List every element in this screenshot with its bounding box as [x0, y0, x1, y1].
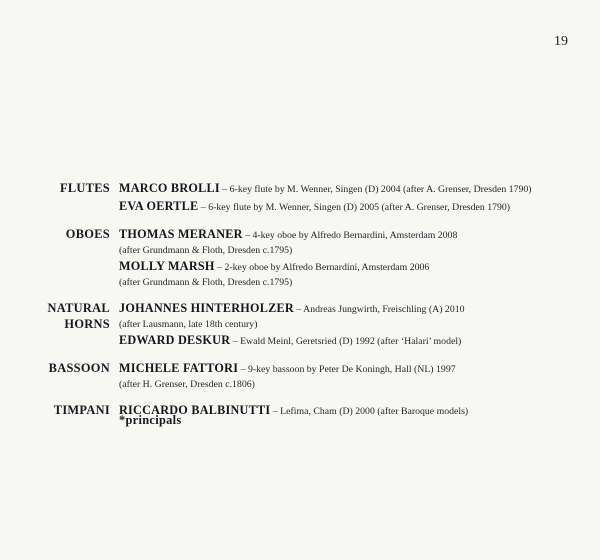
instrument-description: – 9-key bassoon by Peter De Koningh, Hall (NL) 1997: [238, 364, 456, 375]
section-flutes: [0, 180, 600, 216]
musician-entry: [119, 198, 589, 216]
section-bassoon: [0, 360, 600, 392]
section-label: OBOES: [65, 227, 110, 241]
principals-footnote: *principals: [119, 413, 182, 427]
musician-entry: [119, 360, 589, 391]
musician-entry: [119, 402, 589, 420]
musician-entry: [119, 332, 589, 350]
musician-entry: [119, 180, 589, 198]
section-label: TIMPANI: [53, 403, 110, 417]
instrument-description: – 6-key flute by M. Wenner, Singen (D) 2004 (after A. Grenser, Dresden 1790): [219, 184, 532, 195]
instrument-description: – Lefima, Cham (D) 2000 (after Baroque models): [270, 406, 469, 417]
musician-name: MICHELE FATTORI: [119, 361, 239, 375]
instrument-origin: (after Grundmann & Floth, Dresden c.1795): [119, 245, 293, 256]
instrument-description: – 6-key flute by M. Wenner, Singen (D) 2005 (after A. Grenser, Dresden 1790): [198, 202, 511, 213]
musician-name: THOMAS MERANER: [119, 227, 243, 241]
section-timpani: [0, 402, 600, 420]
section-label: FLUTES: [59, 181, 110, 195]
instrument-description: – Ewald Meinl, Geretsried (D) 1992 (after ‘Halari’ model): [230, 336, 462, 347]
instrument-description: – 2-key oboe by Alfredo Bernardini, Amsterdam 2006: [214, 262, 430, 273]
instrument-origin: (after Lausmann, late 18th century): [119, 319, 258, 330]
musician-roster: [0, 180, 600, 429]
section-natural-horns: [0, 300, 600, 350]
musician-name: EVA OERTLE: [119, 199, 199, 213]
entries: [119, 180, 589, 216]
musician-entry: [119, 226, 589, 257]
entries: [119, 226, 589, 290]
instrument-origin: (after Grundmann & Floth, Dresden c.1795): [119, 277, 293, 288]
entries: [119, 360, 589, 392]
musician-name: EDWARD DESKUR: [119, 333, 231, 347]
page-number: 19: [554, 34, 568, 49]
entries: [119, 300, 589, 350]
instrument-description: – Andreas Jungwirth, Freischling (A) 2010: [293, 304, 465, 315]
instrument-origin: (after H. Grenser, Dresden c.1806): [119, 379, 255, 390]
musician-name: MARCO BROLLI: [119, 181, 220, 195]
musician-name: MOLLY MARSH: [119, 259, 215, 273]
instrument-description: – 4-key oboe by Alfredo Bernardini, Amsterdam 2008: [242, 230, 458, 241]
musician-name: JOHANNES HINTERHOLZER: [119, 301, 294, 315]
musician-entry: [119, 300, 589, 331]
musician-name: RICCARDO BALBINUTTI: [119, 403, 271, 417]
section-oboes: [0, 226, 600, 290]
entries: [119, 402, 589, 420]
musician-entry: [119, 258, 589, 289]
section-label: NATURAL HORNS: [47, 301, 110, 331]
section-label: BASSOON: [48, 361, 110, 375]
